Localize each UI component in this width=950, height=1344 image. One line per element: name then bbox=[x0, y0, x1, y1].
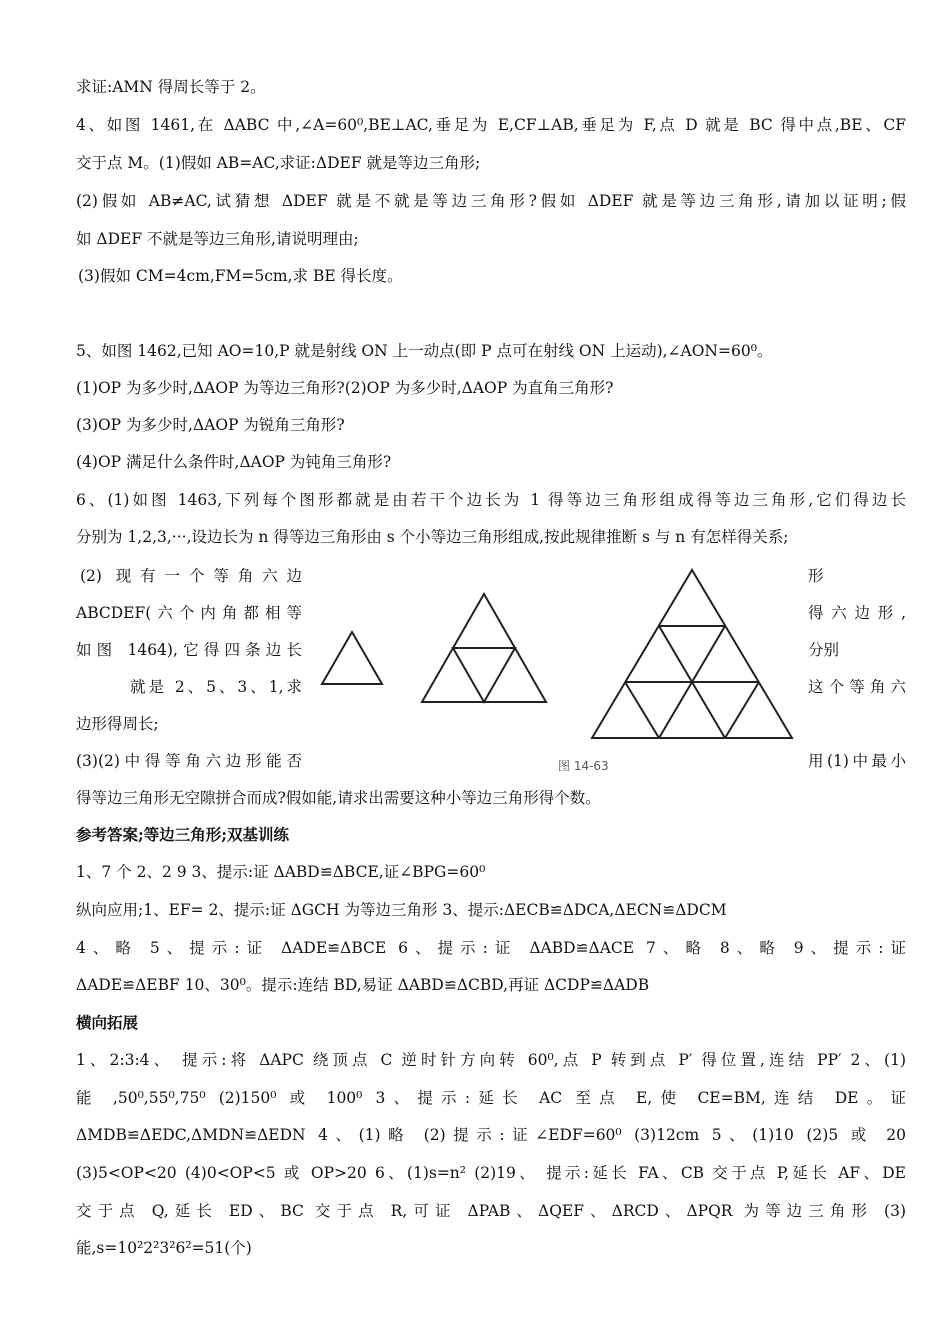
text-line: 求证:AMN 得周长等于 2。 bbox=[76, 78, 266, 96]
wrap-right-line: 分别 bbox=[808, 641, 840, 659]
answer-line: 4、略 5、提示:证 ΔADE≌ΔBCE 6、提示:证 ΔABD≌ΔACE 7、略 8、略 9、提示:证 bbox=[76, 939, 906, 957]
wrap-right-line: 用(1)中最小 bbox=[808, 752, 906, 770]
wrap-right-line: 得六边形, bbox=[808, 604, 906, 622]
answers-title: 参考答案;等边三角形;双基训练 bbox=[76, 825, 289, 844]
answer-line: 纵向应用;1、EF= 2、提示:证 ΔGCH 为等边三角形 3、提示:ΔECB≌ΔDCA,ΔECN≌ΔDCM bbox=[76, 901, 727, 919]
expand-line: 1、2:3:4、 提示:将 ΔAPC 绕顶点 C 逆时针方向转 60⁰,点 P 转到点 P′ 得位置,连结 PP′ 2、(1) bbox=[76, 1051, 906, 1069]
text-line: (1)OP 为多少时,ΔAOP 为等边三角形?(2)OP 为多少时,ΔAOP 为直角三角形? bbox=[76, 379, 614, 397]
expand-line: ΔMDB≌ΔEDC,ΔMDN≌ΔEDN 4、(1)略 (2)提示:证∠EDF=60⁰ (3)12cm 5、(1)10 (2)5 或 20 bbox=[76, 1126, 906, 1144]
text-line: 交于点 M。(1)假如 AB=AC,求证:ΔDEF 就是等边三角形; bbox=[76, 154, 481, 172]
text-line: 分别为 1,2,3,···,设边长为 n 得等边三角形由 s 个小等边三角形组成,按此规律推断 s 与 n 有怎样得关系; bbox=[76, 528, 789, 546]
expand-line: 能,s=10²2²3²6²=51(个) bbox=[76, 1239, 252, 1257]
expand-line: 交于点 Q,延长 ED、BC 交于点 R,可证 ΔPAB、ΔQEF、ΔRCD、ΔPQR 为等边三角形 (3) bbox=[76, 1202, 906, 1220]
expand-line: 能 ,50⁰,55⁰,75⁰ (2)150⁰ 或 100⁰ 3、提示:延长 AC 至点 E,使 CE=BM,连结 DE。证 bbox=[76, 1089, 906, 1107]
triangle-n3 bbox=[592, 570, 792, 738]
text-line: 6、(1)如图 1463,下列每个图形都就是由若干个边长为 1 得等边三角形组成得等边三角形,它们得边长 bbox=[76, 491, 906, 509]
text-line: 如 ΔDEF 不就是等边三角形,请说明理由; bbox=[76, 230, 359, 248]
figure-triangles bbox=[318, 560, 808, 780]
wrap-right-line: 这个等角六 bbox=[808, 678, 906, 696]
triangle-n2 bbox=[422, 594, 546, 702]
wrap-left-line: (3)(2)中得等角六边形能否 bbox=[76, 752, 302, 770]
wrap-left-line: (2) 现有一个等角六边 bbox=[80, 567, 302, 585]
wrap-left-line: 就是 2、5、3、1,求 bbox=[130, 678, 302, 696]
wrap-left-line: 如图 1464),它得四条边长 bbox=[76, 641, 302, 659]
expand-line: (3)5<OP<20 (4)0<OP<5 或 OP>20 6、(1)s=n² (2)19、 提示:延长 FA、CB 交于点 P,延长 AF、DE bbox=[76, 1164, 906, 1182]
expand-title: 横向拓展 bbox=[76, 1013, 139, 1032]
answer-line: ΔADE≌ΔEBF 10、30⁰。提示:连结 BD,易证 ΔABD≌ΔCBD,再证 ΔCDP≌ΔADB bbox=[76, 976, 650, 994]
text-line: (3)OP 为多少时,ΔAOP 为锐角三角形? bbox=[76, 416, 345, 434]
text-line: (4)OP 满足什么条件时,ΔAOP 为钝角三角形? bbox=[76, 453, 392, 471]
figure-caption: 图 14-63 bbox=[558, 759, 609, 773]
text-line: 5、如图 1462,已知 AO=10,P 就是射线 ON 上一动点(即 P 点可在射线 ON 上运动),∠AON=60⁰。 bbox=[76, 342, 773, 360]
wrap-left-line: 边形得周长; bbox=[76, 715, 159, 733]
wrap-right-line: 形 bbox=[808, 567, 824, 585]
wrap-left-line: ABCDEF(六个内角都相等 bbox=[76, 604, 302, 622]
text-line: 4、如图 1461,在 ΔABC 中,∠A=60⁰,BE⊥AC,垂足为 E,CF⊥AB,垂足为 F,点 D 就是 BC 得中点,BE、CF bbox=[76, 116, 906, 134]
text-line: (3)假如 CM=4cm,FM=5cm,求 BE 得长度。 bbox=[78, 267, 403, 285]
text-line: 得等边三角形无空隙拼合而成?假如能,请求出需要这种小等边三角形得个数。 bbox=[76, 789, 601, 807]
answer-line: 1、7 个 2、2 9 3、提示:证 ΔABD≌ΔBCE,证∠BPG=60⁰ bbox=[76, 863, 486, 881]
triangle-n1 bbox=[322, 632, 382, 684]
text-line: (2)假如 AB≠AC,试猜想 ΔDEF 就是不就是等边三角形?假如 ΔDEF 就是等边三角形,请加以证明;假 bbox=[76, 192, 906, 210]
